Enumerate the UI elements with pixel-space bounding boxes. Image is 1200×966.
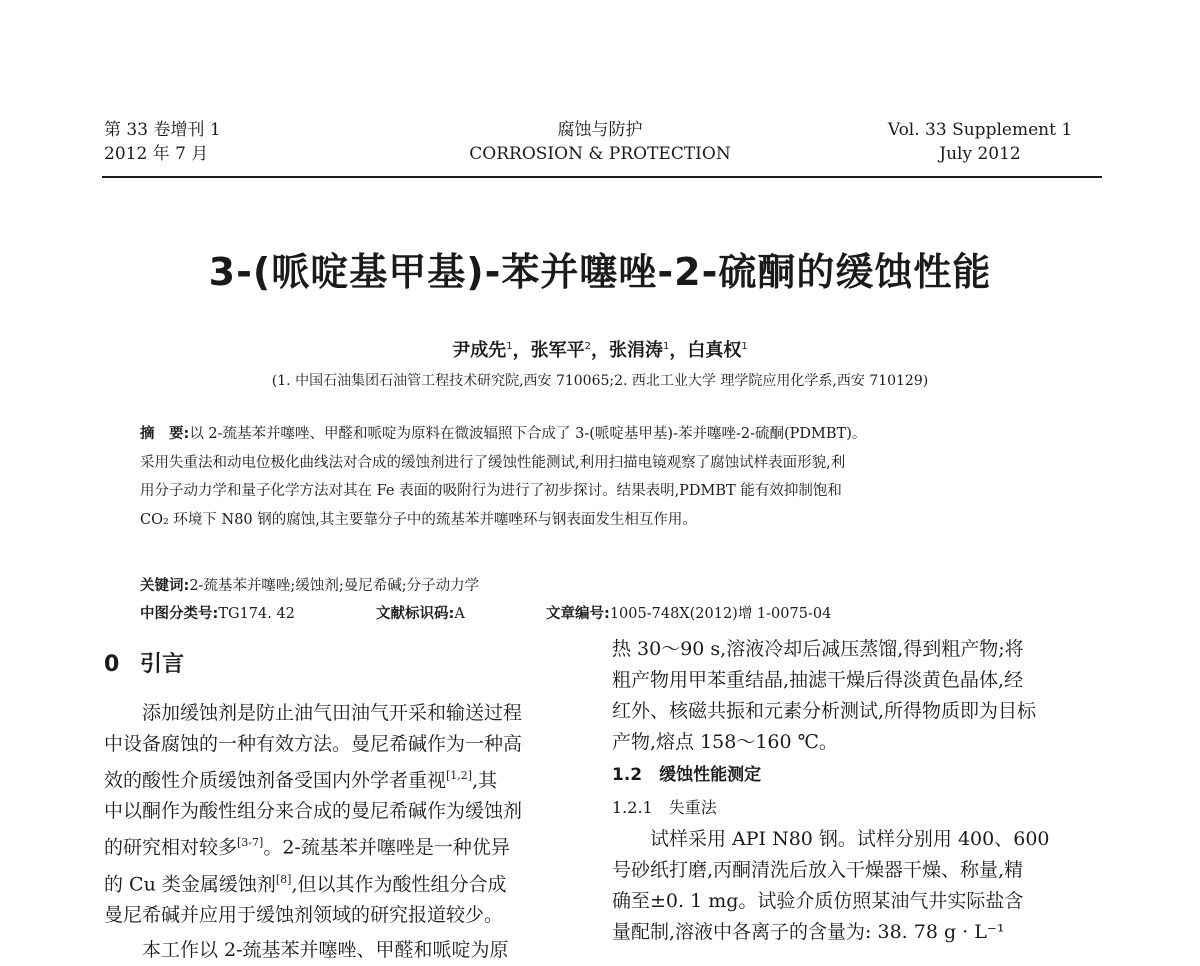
author-separator: ，: [512, 340, 531, 361]
classification-row: [140, 600, 1060, 628]
section-title: 引言: [140, 652, 185, 677]
intro-line: [104, 760, 582, 796]
author-name: 张军平: [530, 340, 585, 361]
right-column: [612, 634, 1092, 948]
author-separator: ，: [591, 340, 609, 361]
article-metadata: [140, 572, 1060, 628]
keywords-text: 2-巯基苯并噻唑;缓蚀剂;曼尼希碱;分子动力学: [189, 578, 480, 594]
intro-line: 添加缓蚀剂是防止油气田油气开采和输送过程: [142, 702, 523, 724]
clc-cell: [140, 600, 376, 628]
article-number-label: 文章编号:: [546, 606, 610, 622]
clc-label: 中图分类号:: [140, 606, 219, 622]
author-name: 白真权: [687, 340, 742, 361]
keywords-label: 关键词:: [140, 578, 190, 594]
body-line: 试样采用 API N80 钢。试样分别用 400、600: [650, 828, 1050, 850]
section-heading-introduction: [104, 650, 582, 680]
abstract-line: 用分子动力学和量子化学方法对其在 Fe 表面的吸附行为进行了初步探讨。结果表明,PDMBT 能有效抑制饱和: [140, 483, 842, 499]
journal-name: [400, 118, 800, 166]
header-rule: [102, 176, 1102, 178]
intro-line-text: ,其: [472, 769, 498, 792]
author-name: 张涓涛: [609, 340, 663, 361]
author-name: 尹成先: [452, 340, 507, 361]
author-affiliation-mark: 1: [663, 341, 670, 352]
body-line: 粗产物用甲苯重结晶,抽滤干燥后得淡黄色晶体,经: [612, 669, 1024, 691]
article-number-cell: [546, 600, 831, 628]
intro-line: 本工作以 2-巯基苯并噻唑、甲醛和哌啶为原: [142, 938, 509, 961]
journal-volume-info-en: [860, 118, 1100, 166]
intro-line: [104, 827, 582, 863]
author-affiliation-mark: 1: [741, 341, 748, 352]
abstract: [140, 420, 1060, 534]
intro-line-text: ,但以其作为酸性组分合成: [291, 872, 507, 895]
affiliations: (1. 中国石油集团石油管工程技术研究院,西安 710065;2. 西北工业大学 理学院应用化学系,西安 710129): [271, 373, 929, 389]
intro-line-text: 。2-巯基苯并噻唑是一种优异: [263, 836, 510, 859]
intro-line: 中设备腐蚀的一种有效方法。曼尼希碱作为一种高: [104, 733, 523, 755]
intro-line: [104, 864, 582, 900]
body-line: 号砂纸打磨,丙酮清洗后放入干燥器干燥、称量,精: [612, 859, 1024, 881]
abstract-line: CO₂ 环境下 N80 钢的腐蚀,其主要靠分子中的巯基苯并噻唑环与钢表面发生相互作用。: [140, 511, 697, 528]
section-number: 0: [104, 652, 120, 677]
author-affiliation-mark: 1: [506, 341, 513, 352]
intro-line-text: 的 Cu 类金属缓蚀剂: [104, 872, 276, 895]
abstract-line: [140, 420, 1060, 449]
intro-line: 中以酮作为酸性组分来合成的曼尼希碱作为缓蚀剂: [104, 800, 523, 823]
article-number-value: 1005-748X(2012)增 1-0075-04: [609, 606, 832, 622]
intro-line: 曼尼希碱并应用于缓蚀剂领域的研究报道较少。: [104, 903, 504, 926]
journal-volume-info: [104, 118, 221, 166]
doc-code-label: 文献标识码:: [376, 606, 455, 622]
date-line: 2012 年 7 月: [104, 144, 209, 164]
body-line: 红外、核磁共振和元素分析测试,所得物质即为目标: [612, 700, 1037, 722]
abstract-line: 采用失重法和动电位极化曲线法对合成的缓蚀剂进行了缓蚀性能测试,利用扫描电镜观察了腐蚀试样表面形貌,利: [140, 454, 846, 471]
citation: [8]: [275, 872, 292, 886]
body-line: 确至±0. 1 mg。试验介质仿照某油气井实际盐含: [612, 890, 1024, 912]
author-separator: ，: [669, 340, 688, 361]
journal-name-cn: 腐蚀与防护: [557, 120, 643, 140]
left-column: [104, 650, 582, 966]
journal-name-en: CORROSION & PROTECTION: [469, 144, 731, 164]
body-line: 产物,熔点 158～160 ℃。: [612, 731, 838, 753]
volume-line: 第 33 卷增刊 1: [104, 120, 221, 140]
body-line: 量配制,溶液中各离子的含量为: 38. 78 g · L⁻¹: [612, 921, 1005, 943]
abstract-text: 以 2-巯基苯并噻唑、甲醛和哌啶为原料在微波辐照下合成了 3-(哌啶基甲基)-苯并噻唑-2-硫酮(PDMBT)。: [189, 426, 867, 442]
subsubsection-heading: 1.2.1 失重法: [612, 798, 717, 817]
keywords-row: [140, 572, 1060, 600]
abstract-label: 摘 要:: [140, 426, 190, 442]
author-list: [100, 336, 1100, 362]
doc-code-cell: [376, 600, 546, 628]
body-line: 热 30～90 s,溶液冷却后减压蒸馏,得到粗产物;将: [612, 638, 1024, 660]
intro-line-text: 的研究相对较多: [104, 836, 238, 859]
paper-title: 3-(哌啶基甲基)-苯并噻唑-2-硫酮的缓蚀性能: [208, 250, 992, 294]
citation: [3-7]: [237, 836, 264, 850]
author-affiliation-mark: 2: [584, 341, 591, 352]
date-line-en: July 2012: [939, 144, 1021, 164]
clc-value: TG174. 42: [218, 606, 295, 622]
volume-line-en: Vol. 33 Supplement 1: [887, 120, 1073, 140]
intro-line-text: 效的酸性介质缓蚀剂备受国内外学者重视: [104, 769, 447, 792]
doc-code-value: A: [454, 606, 465, 622]
citation: [1,2]: [446, 769, 473, 782]
subsection-heading: 1.2 缓蚀性能测定: [612, 765, 762, 785]
